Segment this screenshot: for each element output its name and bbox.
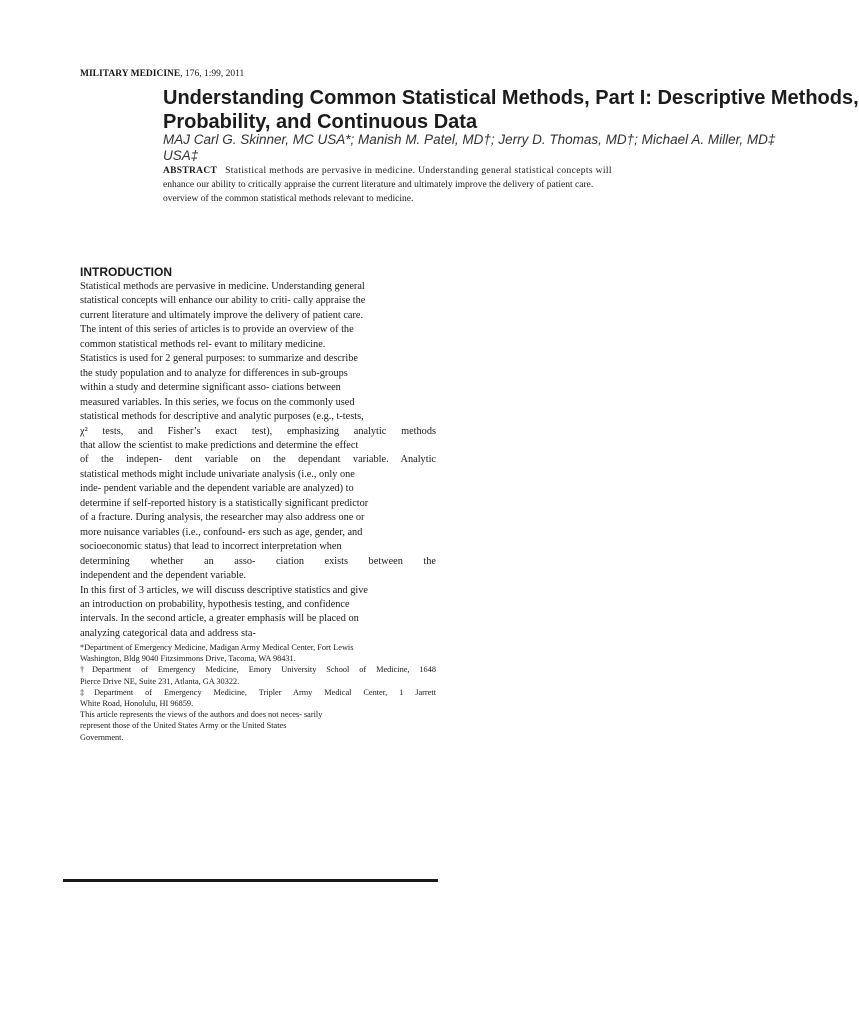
author-list [163, 132, 776, 164]
body-line: of a fracture. During analysis, the researcher may also address one or [80, 512, 365, 524]
body-line: measured variables. In this series, we focus on the commonly used [80, 396, 355, 408]
body-line: χ² tests, and Fisher’s exact test), emphasizing analytic methods [80, 425, 436, 437]
body-line: Statistical methods are pervasive in medicine. Understanding general [80, 281, 365, 292]
author-affiliations-footnotes [80, 642, 436, 743]
body-line: of the indepen- dent variable on the dependant variable. Analytic [80, 454, 436, 466]
body-line: an introduction on probability, hypothesis testing, and confidence [80, 598, 350, 610]
body-line: the study population and to analyze for differences in sub-groups [80, 367, 348, 379]
body-line: current literature and ultimately improve the delivery of patient care. [80, 309, 364, 321]
abstract-label: ABSTRACT [163, 166, 218, 176]
footnote-line: Pierce Drive NE, Suite 231, Atlanta, GA 30322. [80, 676, 240, 686]
footnote-line: This article represents the views of the authors and does not neces- sarily [80, 710, 323, 720]
page-divider-rule [63, 879, 438, 882]
journal-volume-info: , 176, 1:99, 2011 [180, 69, 245, 79]
body-line: statistical methods might include univariate analysis (i.e., only one [80, 468, 355, 480]
introduction-body [80, 280, 436, 641]
title-line-1: Understanding Common Statistical Methods, Part I: Descriptive Methods, [163, 87, 859, 109]
body-line: within a study and determine significant asso- ciations between [80, 382, 341, 394]
abstract-line-2: enhance our ability to critically appraise the current literature and ultimately improve the delivery of patient care. [163, 180, 594, 190]
section-heading-introduction: INTRODUCTION [80, 265, 172, 279]
abstract-line-1: Statistical methods are pervasive in medicine. Understanding general statistical concepts will [225, 166, 612, 176]
body-line: Statistics is used for 2 general purposes: to summarize and describe [80, 353, 358, 365]
journal-citation [80, 69, 440, 79]
body-line: independent and the dependent variable. [80, 570, 247, 582]
footnote-line: *Department of Emergency Medicine, Madigan Army Medical Center, Fort Lewis [80, 643, 354, 652]
title-line-2: Probability, and Continuous Data [163, 111, 478, 133]
body-line: determine if self-reported history is a statistically significant predictor [80, 497, 369, 509]
body-line: determining whether an asso- ciation exists between the [80, 555, 436, 567]
abstract [163, 164, 612, 206]
footnote-line: Washington, Bldg 9040 Fitzsimmons Drive, Tacoma, WA 98431. [80, 654, 296, 664]
footnote-line: †Department of Emergency Medicine, Emory University School of Medicine, 1648 [80, 665, 436, 675]
authors-line-1: MAJ Carl G. Skinner, MC USA*; Manish M. Patel, MD†; Jerry D. Thomas, MD†; Michael A. Miller, MD‡ [163, 132, 776, 147]
body-line: intervals. In the second article, a greater emphasis will be placed on [80, 613, 359, 625]
body-line: The intent of this series of articles is to provide an overview of the [80, 324, 354, 336]
body-line: analyzing categorical data and address sta- [80, 627, 256, 639]
journal-name: MILITARY MEDICINE [80, 69, 181, 79]
body-line: statistical concepts will enhance our ability to criti- cally appraise the [80, 295, 366, 307]
footnote-line: ‡Department of Emergency Medicine, Tripler Army Medical Center, 1 Jarrett [80, 687, 436, 697]
article-title [163, 86, 859, 134]
footnote-line: Government. [80, 732, 124, 742]
body-line: more nuisance variables (i.e., confound- ers such as age, gender, and [80, 526, 363, 538]
body-line: common statistical methods rel- evant to military medicine. [80, 338, 326, 350]
footnote-line: represent those of the United States Army or the United States [80, 721, 287, 731]
body-line: inde- pendent variable and the dependent variable are analyzed) to [80, 483, 354, 495]
abstract-line-3: overview of the common statistical methods relevant to medicine. [163, 194, 414, 204]
authors-line-2: USA‡ [163, 148, 199, 163]
body-line: that allow the scientist to make predictions and determine the effect [80, 439, 359, 451]
body-line: socioeconomic status) that lead to incorrect interpretation when [80, 541, 342, 553]
footnote-line: White Road, Honolulu, HI 96859. [80, 699, 194, 709]
body-line: In this first of 3 articles, we will discuss descriptive statistics and give [80, 584, 368, 596]
body-line: statistical methods for descriptive and analytic purposes (e.g., t-tests, [80, 411, 364, 423]
